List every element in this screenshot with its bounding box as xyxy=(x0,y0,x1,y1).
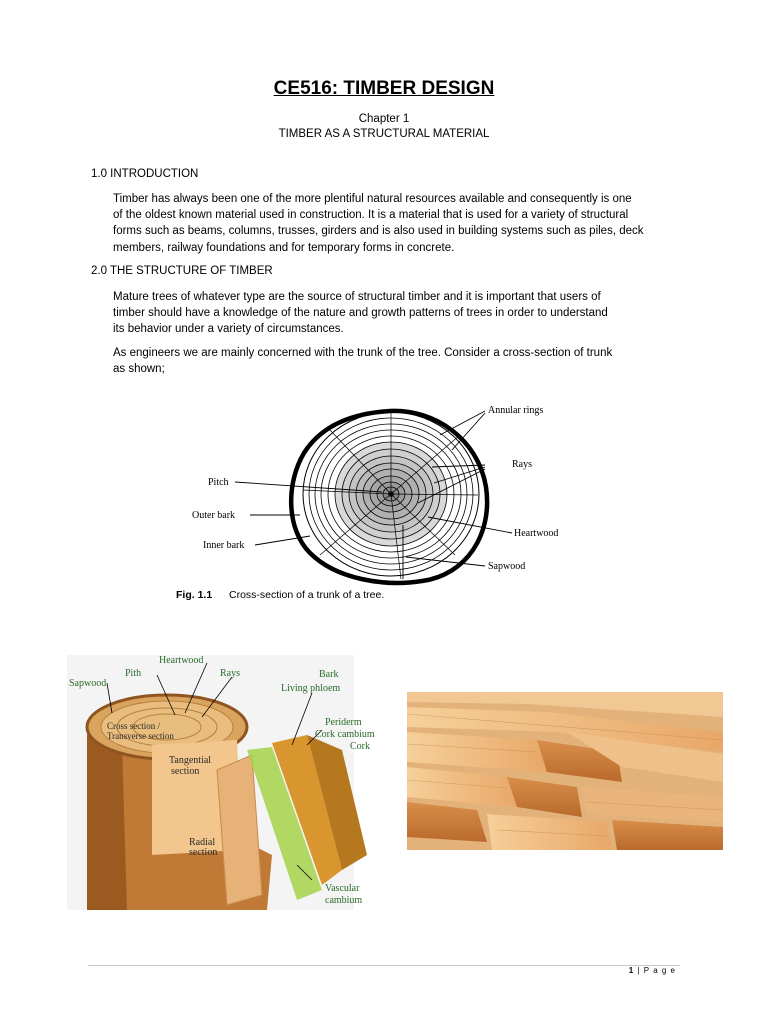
trunk-cross-section-figure xyxy=(170,395,570,610)
figure-caption-number: Fig. 1.1 xyxy=(176,589,213,601)
intro-line: members, railway foundations and for temporary forms in concrete. xyxy=(113,241,455,254)
label-sapwood: Sapwood xyxy=(488,561,526,572)
chapter-title: TIMBER AS A STRUCTURAL MATERIAL xyxy=(278,128,490,140)
structure-line: its behavior under a variety of circumstances. xyxy=(113,323,344,336)
intro-heading: 1.0 INTRODUCTION xyxy=(91,168,199,180)
label-inner-bark: Inner bark xyxy=(203,540,245,551)
label-annular-rings: Annular rings xyxy=(488,405,544,416)
engineer-line: As engineers we are mainly concerned with the trunk of the tree. Consider a cross-section of trunk xyxy=(113,347,613,359)
structure-line: Mature trees of whatever type are the source of structural timber and it is important that users of xyxy=(113,291,601,303)
ill-label-vascular-1: Vascular xyxy=(325,883,360,894)
label-pitch: Pitch xyxy=(208,477,229,488)
lumber-stack-photo xyxy=(407,692,723,850)
ill-label-vascular-2: cambium xyxy=(325,895,363,906)
ill-label-radial-2: section xyxy=(189,847,218,858)
ill-label-heartwood: Heartwood xyxy=(159,655,204,666)
ill-label-sapwood: Sapwood xyxy=(69,678,107,689)
trunk-bark-shade xyxy=(87,735,127,910)
document-title: CE516: TIMBER DESIGN xyxy=(273,78,495,99)
ill-label-tangential-1: Tangential xyxy=(169,755,212,766)
ill-label-pith: Pith xyxy=(125,668,142,679)
intro-paragraph xyxy=(113,191,681,256)
ill-label-cross-section-2: Transverse section xyxy=(107,731,174,741)
footer-divider xyxy=(88,965,680,966)
ill-label-cross-section-1: Cross section / xyxy=(107,721,160,731)
intro-line: of the oldest known material used in construction. It is a material that is used for a variety of structural xyxy=(113,209,629,222)
structure-paragraph xyxy=(113,289,681,338)
page-footer xyxy=(629,966,676,975)
label-rays: Rays xyxy=(512,459,532,470)
page-number: 1 xyxy=(628,966,635,975)
intro-line: forms such as beams, columns, trusses, girders and is also used in building systems such as piles, deck xyxy=(113,225,644,238)
engineer-paragraph xyxy=(113,345,681,377)
label-outer-bark: Outer bark xyxy=(192,510,236,521)
ill-label-periderm: Periderm xyxy=(325,717,362,728)
ill-label-living-phloem: Living phloem xyxy=(281,683,341,694)
label-heartwood: Heartwood xyxy=(514,528,559,539)
page-label: | P a g e xyxy=(637,966,676,975)
ill-label-cork-cambium: Cork cambium xyxy=(315,729,375,740)
intro-line: Timber has always been one of the more plentiful natural resources available and consequently is one xyxy=(113,193,632,205)
ill-label-radial-1: Radial xyxy=(189,837,216,848)
structure-line: timber should have a knowledge of the nature and growth patterns of trees in order to understand xyxy=(113,307,608,320)
chapter-number: Chapter 1 xyxy=(358,113,410,125)
ill-label-cork: Cork xyxy=(350,741,370,752)
engineer-line: as shown; xyxy=(113,363,165,376)
ill-label-tangential-2: section xyxy=(171,766,200,777)
structure-heading: 2.0 THE STRUCTURE OF TIMBER xyxy=(91,265,273,277)
ill-label-rays: Rays xyxy=(220,668,240,679)
figure-caption-text: Cross-section of a trunk of a tree. xyxy=(229,589,385,601)
ill-label-bark: Bark xyxy=(319,669,339,680)
trunk-sections-illustration xyxy=(67,655,375,910)
